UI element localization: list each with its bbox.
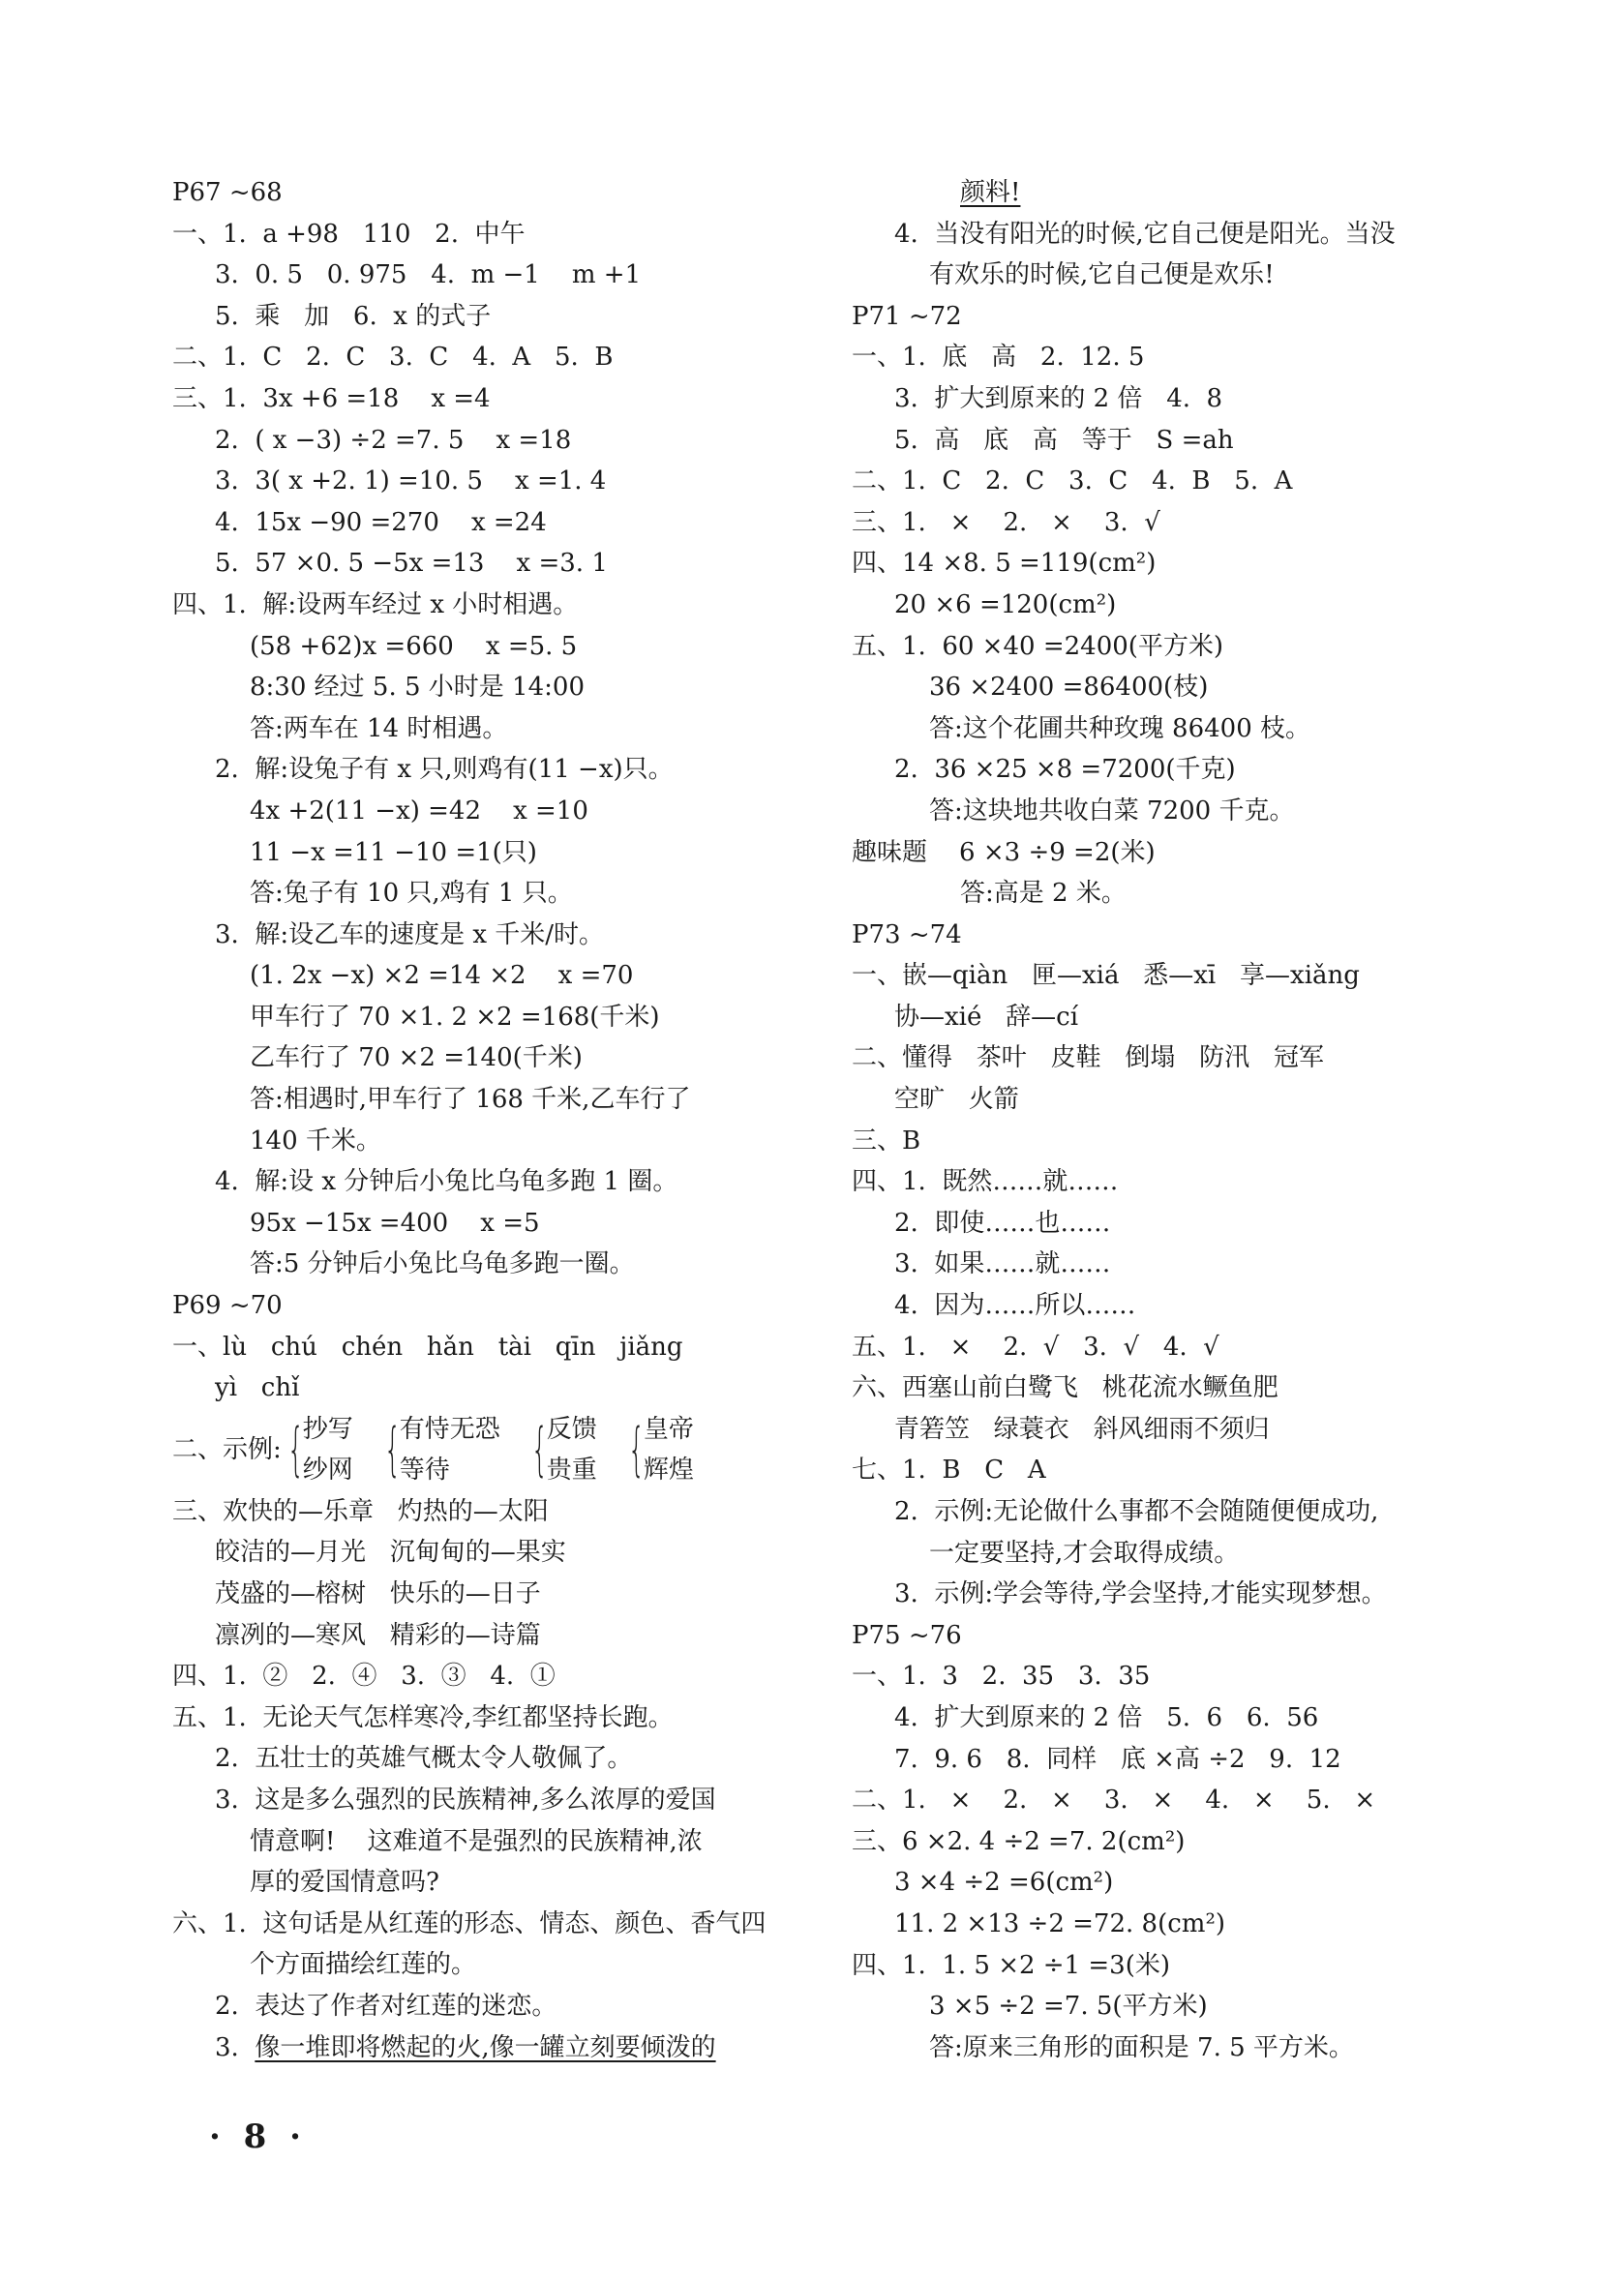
pair-word: 纱网 — [302, 1456, 353, 1486]
answer-text: P71 ~72 — [852, 301, 962, 331]
answer-text: 2. 即使……也…… — [894, 1208, 1111, 1238]
answer-text: P73 ~74 — [852, 919, 962, 949]
answer-line — [172, 1944, 801, 1986]
answer-text: P69 ~70 — [172, 1291, 283, 1321]
answer-text: 140 千米。 — [250, 1126, 381, 1156]
answer-text: 4. 15x −90 =270 x =24 — [215, 507, 547, 537]
answer-text: P75 ~76 — [852, 1620, 962, 1650]
answer-line — [852, 1904, 1481, 1945]
answer-text: 答:5 分钟后小兔比乌龟多跑一圈。 — [250, 1249, 635, 1279]
page-number: · 8 · — [209, 2117, 308, 2156]
answer-text: 4x +2(11 −x) =42 x =10 — [250, 796, 588, 826]
answer-line — [172, 172, 801, 214]
answer-line — [172, 667, 801, 708]
answer-line — [852, 1450, 1481, 1491]
answer-line — [172, 1862, 801, 1904]
answer-text: 五、1. × 2. √ 3. √ 4. √ — [852, 1332, 1219, 1362]
answer-text: 一、lù chú chén hǎn tài qīn jiǎng — [172, 1332, 683, 1362]
answer-text: 4. 当没有阳光的时候,它自己便是阳光。当没 — [894, 219, 1396, 249]
answer-line — [852, 1367, 1481, 1409]
pair-word: 贵重 — [546, 1456, 597, 1486]
answer-line — [852, 997, 1481, 1038]
answer-text: 2. 示例:无论做什么事都不会随随便便成功, — [894, 1497, 1379, 1526]
answer-line — [852, 1203, 1481, 1245]
answer-text: 3 ×4 ÷2 =6(cm²) — [894, 1868, 1114, 1898]
answer-line — [852, 1533, 1481, 1575]
answer-text: 答:高是 2 米。 — [960, 879, 1127, 909]
answer-text: 二、1. C 2. C 3. C 4. A 5. B — [172, 343, 614, 373]
answer-line — [172, 708, 801, 750]
answer-line — [852, 1615, 1481, 1657]
right-column — [852, 172, 1481, 2068]
answer-line — [172, 626, 801, 668]
answer-text: 一定要坚持,才会取得成绩。 — [929, 1538, 1240, 1568]
answer-text: 趣味题 6 ×3 ÷9 =2(米) — [852, 837, 1156, 867]
answer-line — [852, 1327, 1481, 1368]
answer-text: 四、1. 既然……就…… — [852, 1167, 1119, 1197]
answer-line — [172, 1532, 801, 1574]
answer-text: 甲车行了 70 ×1. 2 ×2 =168(千米) — [250, 1002, 660, 1032]
left-column — [172, 172, 801, 2068]
answer-text: 5. 高 底 高 等于 S =ah — [894, 425, 1234, 455]
answer-line — [172, 2027, 801, 2069]
pair-word: 等待 — [399, 1456, 450, 1486]
answer-text: 3 ×5 ÷2 =7. 5(平方米) — [929, 1992, 1208, 2022]
answer-text: 四、1. 1. 5 ×2 ÷1 =3(米) — [852, 1950, 1171, 1980]
answer-text: 厚的爱国情意吗? — [250, 1868, 439, 1898]
answer-line — [852, 420, 1481, 462]
answer-text: 三、6 ×2. 4 ÷2 =7. 2(cm²) — [852, 1826, 1186, 1856]
pair-word: 皇帝 — [643, 1415, 694, 1445]
answer-line — [852, 1574, 1481, 1615]
answer-line — [852, 955, 1481, 997]
answer-text: 二、1. × 2. × 3. × 4. × 5. × — [852, 1786, 1376, 1816]
answer-text: 一、1. a +98 110 2. 中午 — [172, 219, 526, 249]
answer-text: 2. ( x −3) ÷2 =7. 5 x =18 — [215, 425, 572, 455]
answer-line — [852, 1079, 1481, 1121]
answer-line — [852, 585, 1481, 626]
pair-word: 辉煌 — [643, 1456, 694, 1486]
answer-text: 3. 3( x +2. 1) =10. 5 x =1. 4 — [215, 466, 607, 496]
answer-text: 三、B — [852, 1126, 921, 1156]
answer-line — [852, 1285, 1481, 1327]
answer-line — [852, 1739, 1481, 1781]
answer-line — [852, 1037, 1481, 1079]
word-pair — [303, 1409, 353, 1490]
answer-line — [172, 1491, 801, 1533]
answer-line — [172, 1738, 801, 1780]
answer-line — [172, 461, 801, 502]
answer-line — [172, 1986, 801, 2027]
answer-line — [172, 791, 801, 832]
brace-icon: { — [383, 1416, 402, 1485]
answer-line — [172, 543, 801, 585]
answer-line — [852, 337, 1481, 378]
answer-line — [172, 255, 801, 296]
answer-line — [172, 296, 801, 338]
answer-line — [172, 1327, 801, 1368]
answer-line — [172, 378, 801, 420]
answer-text: 8:30 经过 5. 5 小时是 14:00 — [250, 673, 585, 703]
answer-text: (58 +62)x =660 x =5. 5 — [250, 631, 578, 661]
answer-text: 六、西塞山前白鹭飞 桃花流水鳜鱼肥 — [852, 1373, 1278, 1403]
answer-text: 空旷 火箭 — [894, 1085, 1019, 1115]
answer-line — [172, 1285, 801, 1327]
answer-line — [172, 997, 801, 1038]
answer-text: 36 ×2400 =86400(枝) — [929, 673, 1209, 703]
answer-line — [172, 1079, 801, 1121]
answer-text: 2. 解:设兔子有 x 只,则鸡有(11 −x)只。 — [215, 755, 674, 785]
answer-text: 5. 57 ×0. 5 −5x =13 x =3. 1 — [215, 549, 608, 579]
answer-text: 六、1. 这句话是从红莲的形态、情态、颜色、香气四 — [172, 1908, 767, 1938]
answer-text: 3. 解:设乙车的速度是 x 千米/时。 — [215, 919, 605, 949]
answer-text: 3. — [215, 2032, 256, 2062]
answer-line — [172, 1203, 801, 1245]
answer-line — [852, 543, 1481, 585]
answer-text: 五、1. 无论天气怎样寒冷,李红都坚持长跑。 — [172, 1702, 674, 1732]
answer-line — [172, 1574, 801, 1615]
answer-line — [852, 378, 1481, 420]
answer-text: 皎洁的—月光 沉甸甸的—果实 — [215, 1538, 566, 1568]
answer-line — [852, 1986, 1481, 2027]
answer-text: 答:两车在 14 时相遇。 — [250, 713, 508, 743]
answer-text: 乙车行了 70 ×2 =140(千米) — [250, 1043, 583, 1073]
brace-icon: { — [627, 1416, 646, 1485]
answer-text: 答:兔子有 10 只,鸡有 1 只。 — [250, 879, 573, 909]
answer-text: 20 ×6 =120(cm²) — [894, 589, 1117, 619]
word-pair — [547, 1409, 597, 1490]
answer-text: 2. 36 ×25 ×8 =7200(千克) — [894, 755, 1236, 785]
answer-text: 2. 五壮士的英雄气概太令人敬佩了。 — [215, 1744, 633, 1774]
brace-icon: { — [286, 1416, 304, 1485]
answer-line — [172, 915, 801, 956]
answer-text: 3. 这是多么强烈的民族精神,多么浓厚的爱国 — [215, 1785, 716, 1815]
answer-line — [852, 2027, 1481, 2069]
word-pair — [644, 1409, 694, 1490]
answer-line — [852, 873, 1481, 915]
answer-line — [852, 749, 1481, 791]
answer-text: 5. 乘 加 6. x 的式子 — [215, 301, 492, 331]
answer-line — [172, 337, 801, 378]
answer-line — [852, 1821, 1481, 1863]
answer-text: yì chǐ — [215, 1373, 300, 1403]
answer-text: 三、1. 3x +6 =18 x =4 — [172, 383, 491, 413]
answer-line — [172, 1904, 801, 1945]
answer-line — [172, 1037, 801, 1079]
answer-text: 答:这块地共收白菜 7200 千克。 — [929, 796, 1295, 826]
answer-line — [852, 1121, 1481, 1162]
answer-text: 3. 扩大到原来的 2 倍 4. 8 — [894, 383, 1223, 413]
answer-line — [852, 708, 1481, 750]
answer-line — [852, 296, 1481, 338]
answer-line — [172, 214, 801, 255]
answer-text: 3. 如果……就…… — [894, 1249, 1111, 1279]
answer-text: 4. 扩大到原来的 2 倍 5. 6 6. 56 — [894, 1702, 1319, 1732]
answer-line — [852, 1780, 1481, 1821]
pair-word: 反馈 — [546, 1415, 597, 1445]
answer-text: 11. 2 ×13 ÷2 =72. 8(cm²) — [894, 1908, 1226, 1938]
answer-line — [172, 502, 801, 544]
answer-line — [852, 791, 1481, 832]
example-pairs-line — [172, 1409, 801, 1491]
answer-text: (1. 2x −x) ×2 =14 ×2 x =70 — [250, 961, 634, 991]
answer-text: 二、1. C 2. C 3. C 4. B 5. A — [852, 466, 1293, 496]
answer-text: 四、1. ② 2. ④ 3. ③ 4. ① — [172, 1662, 556, 1692]
answer-text: 有欢乐的时候,它自己便是欢乐! — [929, 260, 1275, 290]
answer-line — [852, 915, 1481, 956]
answer-line — [852, 1244, 1481, 1285]
answer-text: P67 ~68 — [172, 178, 283, 207]
answer-line — [852, 626, 1481, 668]
answer-text: 95x −15x =400 x =5 — [250, 1208, 540, 1238]
pair-word: 有恃无恐 — [399, 1415, 500, 1445]
pair-word: 抄写 — [302, 1415, 353, 1445]
example-label: 二、示例: — [172, 1435, 282, 1465]
answer-line — [172, 1615, 801, 1657]
answer-text: 五、1. 60 ×40 =2400(平方米) — [852, 631, 1224, 661]
answer-text: 四、1. 解:设两车经过 x 小时相遇。 — [172, 589, 579, 619]
answer-line — [172, 1367, 801, 1409]
answer-text: 7. 9. 6 8. 同样 底 ×高 ÷2 9. 12 — [894, 1744, 1341, 1774]
answer-line — [172, 420, 801, 462]
answer-text: 个方面描绘红莲的。 — [250, 1950, 477, 1980]
answer-text: 二、懂得 茶叶 皮鞋 倒塌 防汛 冠军 — [852, 1043, 1324, 1073]
answer-text: 3. 0. 5 0. 975 4. m −1 m +1 — [215, 260, 642, 290]
underlined-answer: 像一堆即将燃起的火,像一罐立刻要倾泼的 — [255, 2032, 716, 2062]
answer-line — [172, 1697, 801, 1739]
answer-line — [852, 1491, 1481, 1533]
answer-line — [852, 502, 1481, 544]
answer-text: 一、1. 底 高 2. 12. 5 — [852, 343, 1145, 373]
answer-text: 青箬笠 绿蓑衣 斜风细雨不须归 — [894, 1414, 1270, 1444]
answer-line — [172, 832, 801, 874]
answer-line — [172, 1780, 801, 1821]
answer-text: 七、1. B C A — [852, 1456, 1046, 1486]
answer-line — [172, 955, 801, 997]
answer-line — [172, 873, 801, 915]
answer-line — [172, 1656, 801, 1697]
answer-text: 一、1. 3 2. 35 3. 35 — [852, 1662, 1151, 1692]
answer-text: 一、嵌—qiàn 匣—xiá 悉—xī 享—xiǎng — [852, 961, 1360, 991]
answer-text: 情意啊! 这难道不是强烈的民族精神,浓 — [250, 1826, 703, 1856]
answer-line — [172, 749, 801, 791]
answer-line — [172, 585, 801, 626]
answer-text: 协—xié 辞—cí — [894, 1002, 1079, 1032]
answer-text: 三、1. × 2. × 3. √ — [852, 507, 1160, 537]
answer-text: 4. 因为……所以…… — [894, 1291, 1136, 1321]
word-pair — [400, 1409, 500, 1490]
answer-line — [852, 667, 1481, 708]
answer-text: 4. 解:设 x 分钟后小兔比乌龟多跑 1 圈。 — [215, 1167, 678, 1197]
answer-line — [852, 1656, 1481, 1697]
answer-text: 2. 表达了作者对红莲的迷恋。 — [215, 1991, 557, 2021]
brace-icon: { — [530, 1416, 549, 1485]
answer-line — [172, 1161, 801, 1203]
answer-line — [852, 1161, 1481, 1203]
answer-text: 答:原来三角形的面积是 7. 5 平方米。 — [929, 2032, 1354, 2062]
answer-line — [172, 1244, 801, 1285]
answer-text: 凛冽的—寒风 精彩的—诗篇 — [215, 1620, 541, 1650]
answer-text: 茂盛的—榕树 快乐的—日子 — [215, 1579, 541, 1608]
answer-line — [852, 1697, 1481, 1739]
answer-line — [172, 1821, 801, 1863]
answer-text: 三、欢快的—乐章 灼热的—太阳 — [172, 1496, 549, 1526]
answer-text: 11 −x =11 −10 =1(只) — [250, 837, 537, 867]
answer-line — [852, 255, 1481, 296]
underlined-answer: 颜料! — [960, 178, 1021, 207]
answer-line — [852, 172, 1481, 214]
answer-text: 3. 示例:学会等待,学会坚持,才能实现梦想。 — [894, 1579, 1387, 1609]
answer-line — [852, 214, 1481, 255]
answer-line — [852, 461, 1481, 502]
answer-line — [852, 1409, 1481, 1451]
answer-line — [852, 1945, 1481, 1987]
answer-line — [852, 1862, 1481, 1904]
answer-text: 答:这个花圃共种玫瑰 86400 枝。 — [929, 713, 1310, 743]
answer-text: 答:相遇时,甲车行了 168 千米,乙车行了 — [250, 1085, 691, 1115]
answer-text: 四、14 ×8. 5 =119(cm²) — [852, 549, 1157, 579]
answer-line — [852, 832, 1481, 874]
answer-line — [172, 1121, 801, 1162]
